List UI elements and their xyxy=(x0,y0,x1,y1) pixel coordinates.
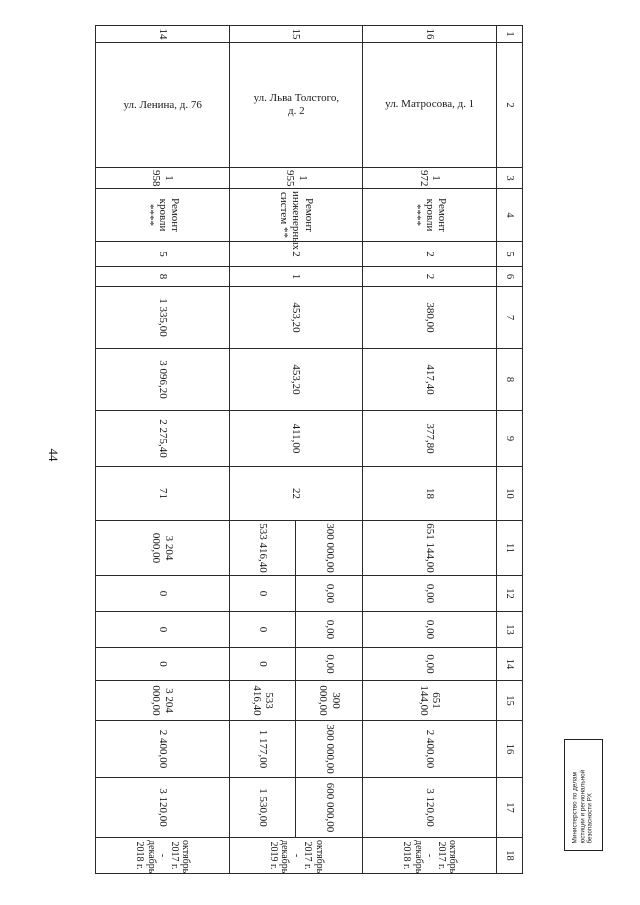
column-number: 12 xyxy=(496,576,522,612)
value-cell: 300 000,00 xyxy=(296,721,363,778)
value-cell: 0,00 xyxy=(296,648,363,681)
value-cell: 377,80 xyxy=(363,411,497,467)
column-number: 8 xyxy=(496,349,522,411)
column-number: 11 xyxy=(496,521,522,576)
address-cell xyxy=(363,43,497,168)
period-cell xyxy=(363,838,497,874)
period-end: декабрь 2018 г. xyxy=(401,840,424,874)
column-number: 17 xyxy=(496,778,522,838)
value-cell: 2 275,40 xyxy=(96,411,230,467)
value-cell: 0 xyxy=(96,612,230,648)
value-cell: 0 xyxy=(229,648,296,681)
work-type-cell xyxy=(96,189,230,242)
stamp-line: юстиции и региональной xyxy=(579,769,587,844)
column-number: 5 xyxy=(496,242,522,267)
year-cell: 1 972 xyxy=(363,168,497,189)
work-type: Ремонт кровли xyxy=(423,197,449,232)
stamp-text xyxy=(571,736,594,844)
table-row xyxy=(296,26,363,874)
table-rotation-frame xyxy=(95,25,523,874)
value-cell: 2 400,00 xyxy=(96,721,230,778)
value-cell: 0,00 xyxy=(363,648,497,681)
address-line: д. 2 xyxy=(287,105,305,117)
value-cell: 2 xyxy=(363,267,497,287)
value-cell: 0,00 xyxy=(363,612,497,648)
value-cell: 0 xyxy=(96,576,230,612)
stamp-line: Министерство по делам xyxy=(571,772,579,844)
work-type-cell xyxy=(363,189,497,242)
stamp-line: безопасности РХ xyxy=(586,793,594,844)
registration-stamp xyxy=(564,739,603,851)
value-cell: 0 xyxy=(229,576,296,612)
column-number: 9 xyxy=(496,411,522,467)
value-cell: 3 096,20 xyxy=(96,349,230,411)
table-row xyxy=(96,26,230,874)
value-cell: 3 204 000,00 xyxy=(96,681,230,721)
value-cell: 411,00 xyxy=(229,411,363,467)
value-cell: 2 xyxy=(229,242,363,267)
value-cell: 417,40 xyxy=(363,349,497,411)
value-cell: 1 335,00 xyxy=(96,287,230,349)
row-number: 14 xyxy=(96,26,230,43)
column-numbers-row xyxy=(496,26,522,874)
value-cell: 651 144,00 xyxy=(363,521,497,576)
work-type-mark: **** xyxy=(144,204,156,226)
address-text xyxy=(253,92,338,117)
page-number: 44 xyxy=(46,448,61,462)
value-cell: 3 120,00 xyxy=(363,778,497,838)
value-cell: 2 xyxy=(363,242,497,267)
address-cell xyxy=(96,43,230,168)
value-cell: 533 416,40 xyxy=(229,521,296,576)
value-cell: 453,20 xyxy=(229,349,363,411)
value-cell: 8 xyxy=(96,267,230,287)
address-text: ул. Ленина, д. 76 xyxy=(123,98,202,111)
value-cell: 300 000,00 xyxy=(296,681,363,721)
column-number: 18 xyxy=(496,838,522,874)
column-number: 13 xyxy=(496,612,522,648)
year-cell: 1 955 xyxy=(229,168,363,189)
value-cell: 0,00 xyxy=(296,576,363,612)
work-type-cell: Ремонт инженерных систем ** xyxy=(229,189,363,242)
value-cell: 300 000,00 xyxy=(296,521,363,576)
value-cell: 2 400,00 xyxy=(363,721,497,778)
value-cell: 18 xyxy=(363,467,497,521)
column-number: 3 xyxy=(496,168,522,189)
column-number: 14 xyxy=(496,648,522,681)
value-cell: 453,20 xyxy=(229,287,363,349)
works-table xyxy=(95,25,523,874)
row-number: 16 xyxy=(363,26,497,43)
value-cell: 3 120,00 xyxy=(96,778,230,838)
value-cell: 71 xyxy=(96,467,230,521)
rotated-table-area xyxy=(95,25,523,874)
value-cell: 5 xyxy=(96,242,230,267)
period-cell xyxy=(96,838,230,874)
value-cell: 600 000,00 xyxy=(296,778,363,838)
value-cell: 651 144,00 xyxy=(363,681,497,721)
column-number: 6 xyxy=(496,267,522,287)
period-cell xyxy=(229,838,363,874)
value-cell: 1 177,00 xyxy=(229,721,296,778)
column-number: 15 xyxy=(496,681,522,721)
value-cell: 0 xyxy=(229,612,296,648)
column-number: 1 xyxy=(496,26,522,43)
row-number: 15 xyxy=(229,26,363,43)
value-cell: 0 xyxy=(96,648,230,681)
value-cell: 22 xyxy=(229,467,363,521)
column-number: 7 xyxy=(496,287,522,349)
address-line: ул. Льва Толстого, xyxy=(253,92,339,105)
value-cell: 533 416,40 xyxy=(229,681,296,721)
work-type: Ремонт кровли xyxy=(156,197,182,232)
column-number: 4 xyxy=(496,189,522,242)
value-cell: 0,00 xyxy=(363,576,497,612)
period-end: декабрь 2018 г. xyxy=(134,840,157,874)
work-type-mark: **** xyxy=(411,204,424,226)
period-start: октябрь 2017 г. - xyxy=(424,840,459,874)
column-number: 16 xyxy=(496,721,522,778)
period-end: декабрь 2019 г. xyxy=(267,840,291,874)
column-number: 2 xyxy=(496,43,522,168)
value-cell: 3 204 000,00 xyxy=(96,521,230,576)
address-text: ул. Матросова, д. 1 xyxy=(385,98,475,111)
address-cell xyxy=(229,43,363,168)
period-start: октябрь 2017 г. - xyxy=(290,840,325,874)
period-start: октябрь 2017 г. - xyxy=(157,840,192,874)
table-row xyxy=(363,26,497,874)
year-cell: 1 958 xyxy=(96,168,230,189)
column-number: 10 xyxy=(496,467,522,521)
value-cell: 380,00 xyxy=(363,287,497,349)
value-cell: 1 xyxy=(229,267,363,287)
value-cell: 1 530,00 xyxy=(229,778,296,838)
value-cell: 0,00 xyxy=(296,612,363,648)
